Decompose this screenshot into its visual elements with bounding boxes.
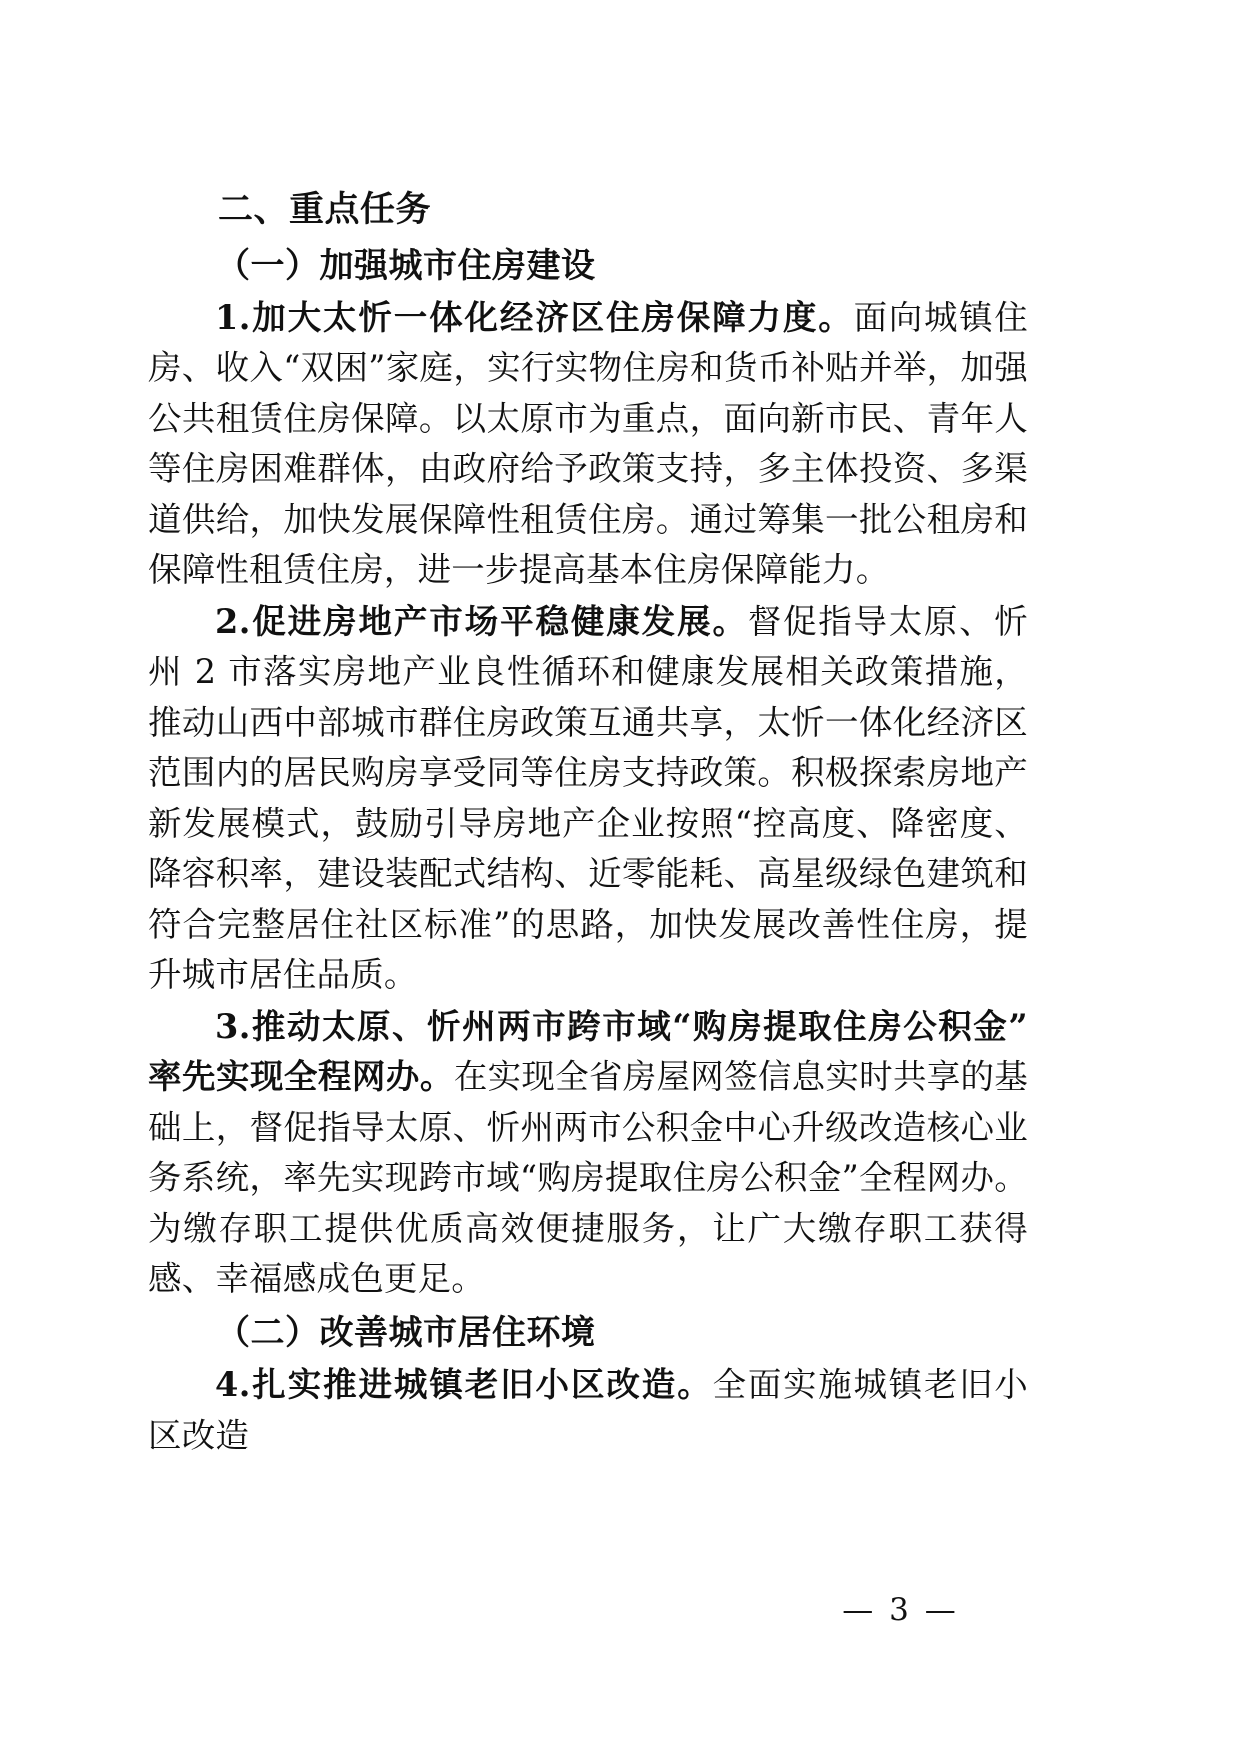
subsection-heading-1: （一）加强城市住房建设 bbox=[216, 245, 596, 286]
page-content bbox=[148, 186, 1028, 1462]
paragraph-item-1 bbox=[148, 293, 1028, 596]
paragraph-item-3 bbox=[148, 1002, 1028, 1305]
item-3-body: 在实现全省房屋网签信息实时共享的基础上，督促指导太原、忻州两市公积金中心升级改造核心业务系统，率先实现跨市域“购房提取住房公积金”全程网办。为缴存职工提供优质高效便捷服务，让广大缴存职工获得感、幸福感成色更足。 bbox=[148, 1057, 1028, 1299]
paragraph-item-4 bbox=[148, 1360, 1028, 1461]
paragraph-item-2 bbox=[148, 597, 1028, 1001]
section-heading: 二、重点任务 bbox=[218, 190, 432, 230]
item-2-body: 督促指导太原、忻州 2 市落实房地产业良性循环和健康发展相关政策措施，推动山西中部城市群住房政策互通共享，太忻一体化经济区范围内的居民购房享受同等住房支持政策。积极探索房地产新发展模式，鼓励引导房地产企业按照“控高度、降密度、降容积率，建设装配式结构、近零能耗、高星级绿色建筑和符合完整居住社区标准”的思路，加快发展改善性住房，提升城市居住品质。 bbox=[148, 601, 1028, 995]
item-1-body: 面向城镇住房、收入“双困”家庭，实行实物住房和货币补贴并举，加强公共租赁住房保障。以太原市为重点，面向新市民、青年人等住房困难群体，由政府给予政策支持，多主体投资、多渠道供给，加快发展保障性租赁住房。通过筹集一批公租房和保障性租赁住房，进一步提高基本住房保障能力。 bbox=[148, 297, 1029, 590]
item-4-lead: 4.扎实推进城镇老旧小区改造。 bbox=[215, 1365, 713, 1405]
page-number bbox=[0, 1592, 1241, 1628]
item-3-lead: 3.推动太原、忻州两市跨市域“购房提取住房公积金”率先实现全程网办。 bbox=[148, 1006, 1028, 1097]
item-4-body: 全面实施城镇老旧小区改造 bbox=[148, 1365, 1028, 1455]
subsection-heading-2: （二）改善城市居住环境 bbox=[216, 1312, 596, 1353]
item-1-lead: 1.加大太忻一体化经济区住房保障力度。 bbox=[215, 297, 854, 337]
page-number-label: — 3 — bbox=[842, 1592, 959, 1628]
item-2-lead: 2.促进房地产市场平稳健康发展。 bbox=[215, 601, 748, 641]
